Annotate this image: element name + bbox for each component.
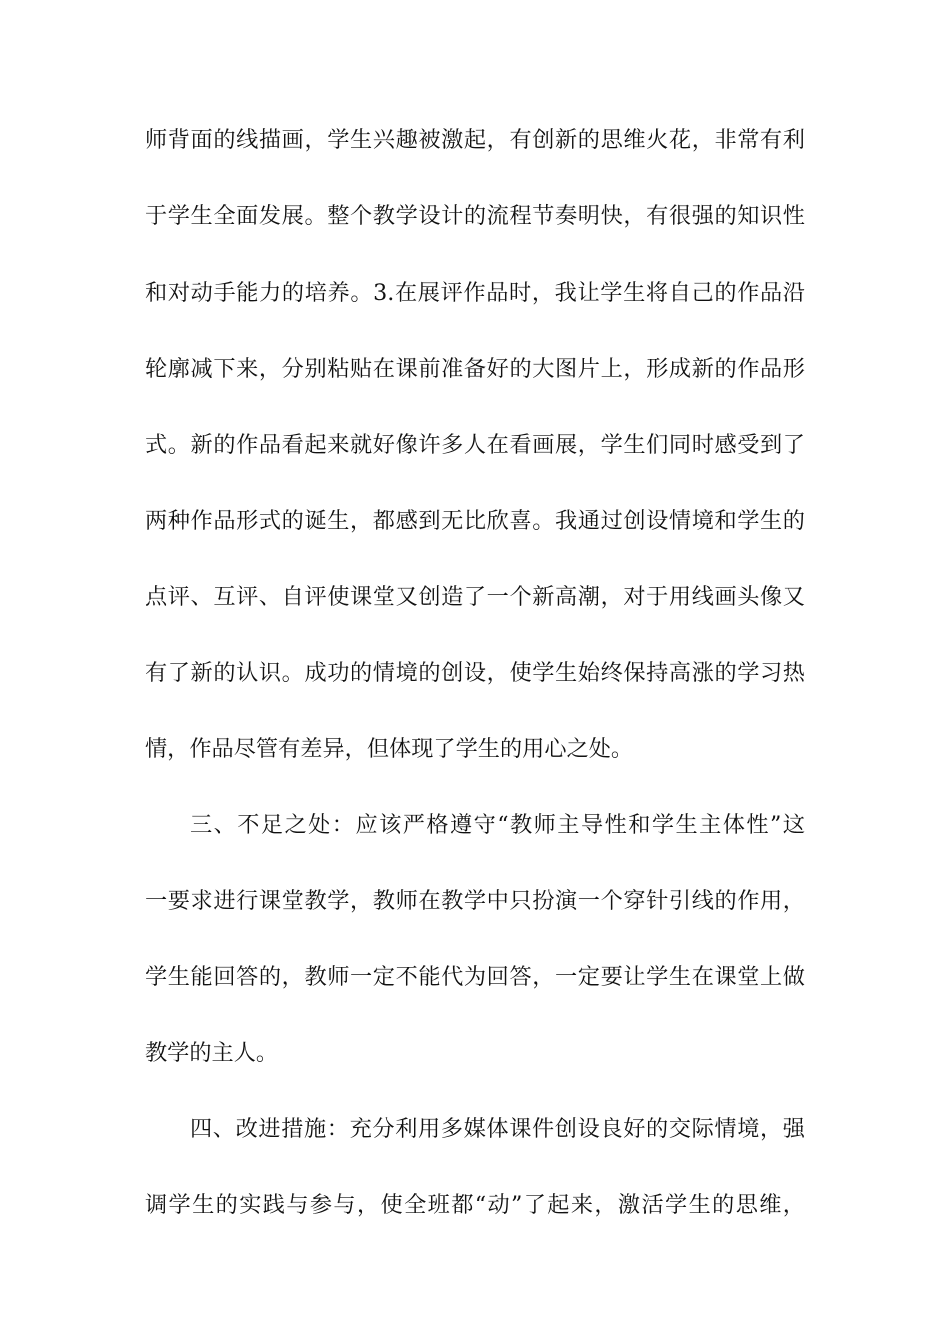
section-heading-line: 三、不足之处：应该严格遵守“教师主导性和学生主体性”这 xyxy=(190,812,805,838)
paragraph-line: 情，作品尽管有差异，但体现了学生的用心之处。 xyxy=(145,736,634,762)
paragraph-line: 轮廓减下来，分别粘贴在课前准备好的大图片上，形成新的作品形 xyxy=(145,356,805,382)
paragraph-line: 于学生全面发展。整个教学设计的流程节奏明快，有很强的知识性 xyxy=(145,203,805,229)
paragraph-line: 调学生的实践与参与，使全班都“动”了起来，激活学生的思维， xyxy=(145,1192,805,1218)
paragraph-line: 点评、互评、自评使课堂又创造了一个新高潮，对于用线画头像又 xyxy=(145,584,805,610)
paragraph-line: 师背面的线描画，学生兴趣被激起，有创新的思维火花，非常有利 xyxy=(145,127,805,153)
paragraph-line: 式。新的作品看起来就好像许多人在看画展，学生们同时感受到了 xyxy=(145,432,805,458)
paragraph-line: 有了新的认识。成功的情境的创设，使学生始终保持高涨的学习热 xyxy=(145,660,805,686)
paragraph-line: 和对动手能力的培养。3.在展评作品时，我让学生将自己的作品沿 xyxy=(145,280,805,306)
paragraph-line: 教学的主人。 xyxy=(145,1040,279,1066)
section-heading-line: 四、改进措施：充分利用多媒体课件创设良好的交际情境，强 xyxy=(190,1116,805,1142)
paragraph-line: 两种作品形式的诞生，都感到无比欣喜。我通过创设情境和学生的 xyxy=(145,508,805,534)
paragraph-line: 一要求进行课堂教学，教师在教学中只扮演一个穿针引线的作用， xyxy=(145,888,805,914)
paragraph-line: 学生能回答的，教师一定不能代为回答，一定要让学生在课堂上做 xyxy=(145,964,805,990)
